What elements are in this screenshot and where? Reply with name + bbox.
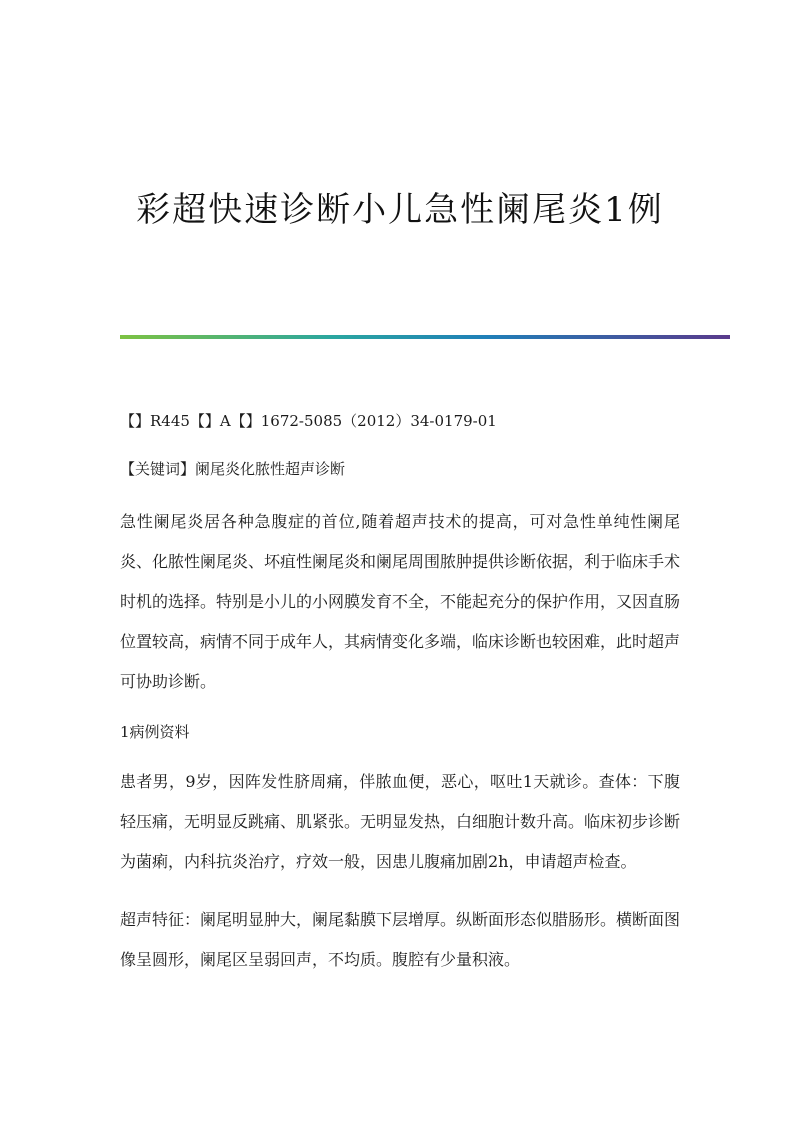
ultrasound-paragraph: 超声特征：阑尾明显肿大，阑尾黏膜下层增厚。纵断面形态似腊肠形。横断面图像呈圆形，阑尾区呈弱回声，不均质。腹腔有少量积液。 — [120, 910, 681, 969]
keywords-line: 【关键词】阑尾炎化脓性超声诊断 — [120, 460, 346, 478]
title-divider — [120, 335, 730, 339]
section-heading-case: 1病例资料 — [120, 723, 190, 741]
intro-paragraph: 急性阑尾炎居各种急腹症的首位,随着超声技术的提高，可对急性单纯性阑尾炎、化脓性阑尾炎、坏疽性阑尾炎和阑尾周围脓肿提供诊断依据，利于临床手术时机的选择。特别是小儿的小网膜发育不全，不能起充分的保护作用，又因直肠位置较高，病情不同于成年人，其病情变化多端，临床诊断也较困难，此时超声可协助诊断。 — [120, 512, 681, 691]
case-paragraph: 患者男，9岁，因阵发性脐周痛，伴脓血便，恶心，呕吐1天就诊。查体：下腹轻压痛，无明显反跳痛、肌紧张。无明显发热，白细胞计数升高。临床初步诊断为菌痢，内科抗炎治疗，疗效一般，因患儿腹痛加剧2h，申请超声检查。 — [120, 772, 681, 871]
classification-line: 【】R445【】A【】1672-5085（2012）34-0179-01 — [120, 412, 497, 430]
document-title: 彩超快速诊断小儿急性阑尾炎1例 — [136, 190, 664, 230]
